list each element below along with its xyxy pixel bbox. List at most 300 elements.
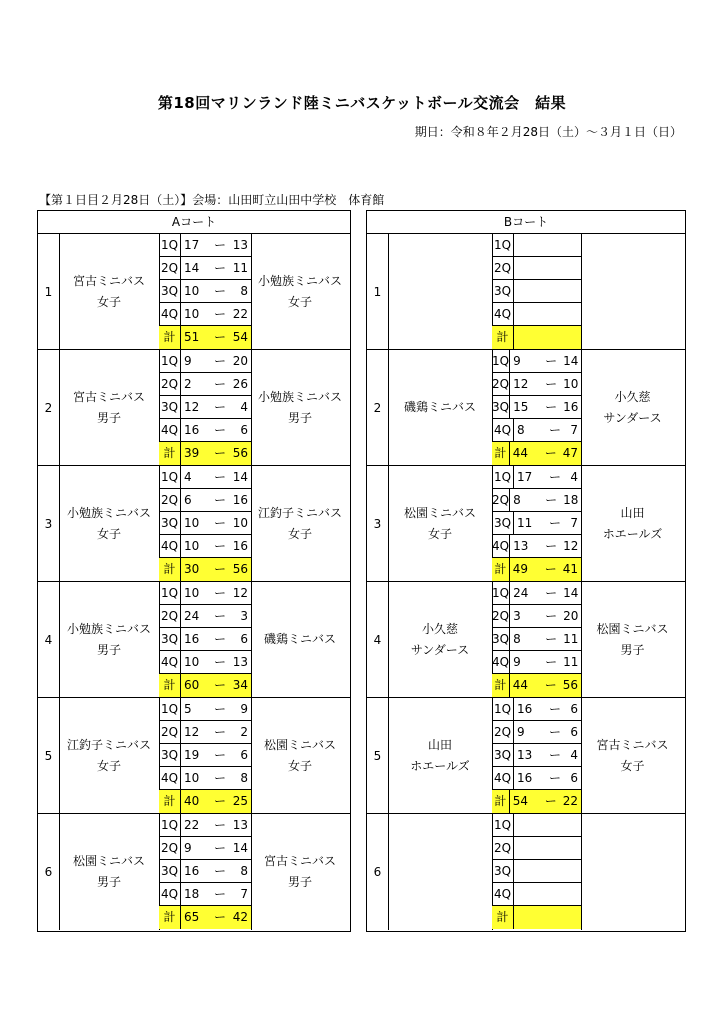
score-cell	[510, 605, 581, 627]
score-dash: ー	[544, 446, 557, 460]
score-cell	[181, 721, 251, 743]
quarter-row	[159, 535, 251, 558]
away-score: 13	[232, 238, 248, 252]
score-dash: ー	[213, 446, 226, 460]
score-dash: ー	[213, 678, 226, 692]
away-score: 14	[563, 586, 579, 600]
quarter-row	[159, 860, 251, 883]
away-score: 11	[563, 632, 579, 646]
quarter-row	[492, 605, 581, 628]
score-cell	[510, 628, 581, 650]
quarter-label: 4Q	[159, 651, 181, 673]
away-score: 18	[563, 493, 579, 507]
home-team-line: 宮古ミニバス	[72, 389, 145, 404]
score-dash: ー	[548, 516, 561, 530]
quarter-label: 2Q	[492, 489, 510, 511]
score-cell	[510, 558, 581, 581]
score-dash: ー	[545, 493, 558, 507]
quarter-row	[492, 860, 581, 883]
score-cell	[510, 373, 581, 395]
score-dash: ー	[544, 678, 557, 692]
quarter-label: 4Q	[492, 303, 514, 325]
away-team-line: 女子	[287, 526, 312, 541]
quarter-row	[492, 651, 581, 674]
quarter-row	[159, 396, 251, 419]
home-team	[59, 466, 160, 581]
score-cell	[510, 535, 581, 557]
score-cell	[181, 744, 251, 766]
total-row	[492, 906, 581, 929]
away-score: 13	[232, 655, 248, 669]
home-score: 10	[184, 284, 200, 298]
home-score: 51	[184, 330, 200, 344]
quarter-label: 1Q	[159, 698, 181, 720]
score-table	[159, 698, 252, 813]
away-team	[581, 582, 684, 697]
game-number: 2	[367, 350, 389, 465]
game-number: 1	[367, 234, 389, 349]
score-cell	[510, 674, 581, 697]
away-score: 6	[240, 423, 248, 437]
away-score: 16	[232, 539, 248, 553]
quarter-label: 1Q	[492, 466, 514, 488]
away-score: 42	[232, 910, 248, 924]
quarter-label: 1Q	[159, 814, 181, 836]
score-table	[159, 234, 252, 349]
quarter-row	[492, 767, 581, 790]
quarter-label: 計	[492, 906, 514, 929]
away-score: 4	[570, 470, 578, 484]
home-score: 24	[184, 609, 200, 623]
score-table	[492, 582, 582, 697]
score-cell	[181, 535, 251, 557]
quarter-label: 2Q	[492, 837, 514, 859]
away-score: 26	[232, 377, 248, 391]
home-score: 15	[513, 400, 529, 414]
score-dash: ー	[548, 748, 561, 762]
quarter-label: 2Q	[492, 257, 514, 279]
home-team-line: 男子	[96, 642, 121, 657]
quarter-label: 3Q	[492, 860, 514, 882]
home-team-line: 小久慈	[421, 621, 458, 636]
score-dash: ー	[545, 354, 558, 368]
away-score: 7	[570, 423, 578, 437]
home-score: 12	[184, 725, 200, 739]
quarter-row	[159, 373, 251, 396]
away-score: 7	[240, 887, 248, 901]
total-row	[159, 326, 251, 349]
home-score: 8	[517, 423, 525, 437]
quarter-label: 2Q	[159, 489, 181, 511]
quarter-label: 3Q	[492, 396, 510, 418]
away-score: 12	[563, 539, 579, 553]
home-team	[59, 234, 160, 349]
home-team-line: 男子	[96, 410, 121, 425]
home-team	[388, 582, 493, 697]
total-row	[492, 442, 581, 465]
home-score: 19	[184, 748, 200, 762]
away-team	[581, 234, 684, 349]
quarter-label: 2Q	[159, 837, 181, 859]
score-dash: ー	[213, 725, 226, 739]
score-cell	[510, 489, 581, 511]
score-dash: ー	[213, 609, 226, 623]
quarter-label: 4Q	[159, 535, 181, 557]
home-score: 14	[184, 261, 200, 275]
score-dash: ー	[213, 748, 226, 762]
quarter-row	[492, 234, 581, 257]
total-row	[159, 442, 251, 465]
home-score: 18	[184, 887, 200, 901]
away-team-line: 男子	[287, 875, 312, 889]
score-dash: ー	[213, 562, 226, 576]
quarter-row	[492, 698, 581, 721]
away-score: 14	[232, 841, 248, 855]
total-row	[159, 906, 251, 929]
score-dash: ー	[545, 539, 558, 553]
score-dash: ー	[213, 794, 226, 808]
away-team-line: 男子	[287, 410, 312, 425]
home-score: 9	[513, 655, 521, 669]
score-dash: ー	[213, 354, 226, 368]
quarter-label: 計	[159, 790, 181, 813]
quarter-row	[492, 628, 581, 651]
away-score: 9	[240, 702, 248, 716]
score-cell	[181, 651, 251, 673]
home-team	[59, 698, 160, 813]
away-team-line: 女子	[287, 758, 312, 773]
away-score: 20	[563, 609, 579, 623]
away-team-line: 松園ミニバス	[596, 621, 669, 636]
score-dash: ー	[213, 818, 226, 832]
home-team-line: 女子	[427, 526, 452, 541]
away-team	[581, 350, 684, 465]
home-score: 16	[184, 632, 200, 646]
quarter-row	[159, 721, 251, 744]
quarter-label: 1Q	[492, 698, 514, 720]
quarter-row	[492, 582, 581, 605]
quarter-label: 2Q	[492, 721, 514, 743]
away-score: 34	[232, 678, 248, 692]
home-score: 16	[184, 864, 200, 878]
quarter-label: 4Q	[159, 419, 181, 441]
quarter-row	[159, 303, 251, 326]
score-cell	[181, 257, 251, 279]
home-score: 10	[184, 307, 200, 321]
game-number: 6	[38, 814, 60, 930]
score-cell	[181, 883, 251, 905]
score-cell	[510, 442, 581, 465]
score-dash: ー	[213, 702, 226, 716]
quarter-row	[159, 767, 251, 790]
home-score: 11	[517, 516, 533, 530]
court-b-header: Bコート	[367, 211, 685, 234]
home-score: 10	[184, 655, 200, 669]
score-dash: ー	[213, 655, 226, 669]
score-cell	[181, 558, 251, 581]
quarter-row	[492, 303, 581, 326]
game-number: 2	[38, 350, 60, 465]
home-score: 9	[513, 354, 521, 368]
quarter-label: 4Q	[492, 535, 510, 557]
score-dash: ー	[548, 702, 561, 716]
home-score: 17	[517, 470, 533, 484]
quarter-row	[492, 257, 581, 280]
quarter-row	[159, 466, 251, 489]
score-cell	[514, 326, 581, 349]
score-dash: ー	[213, 539, 226, 553]
away-score: 6	[570, 702, 578, 716]
score-dash: ー	[213, 307, 226, 321]
away-score: 56	[562, 678, 578, 692]
home-score: 44	[512, 678, 528, 692]
score-table	[492, 234, 582, 349]
away-team	[581, 814, 684, 930]
quarter-row	[492, 466, 581, 489]
score-table	[159, 582, 252, 697]
away-score: 6	[240, 748, 248, 762]
score-dash: ー	[545, 632, 558, 646]
quarter-label: 1Q	[492, 350, 510, 372]
quarter-row	[492, 512, 581, 535]
away-team-line: 小勉族ミニバス	[257, 273, 342, 288]
score-dash: ー	[545, 655, 558, 669]
score-dash: ー	[213, 261, 226, 275]
score-cell	[514, 698, 581, 720]
away-team	[251, 466, 349, 581]
quarter-label: 2Q	[492, 373, 510, 395]
score-cell	[181, 767, 251, 789]
quarter-label: 2Q	[159, 605, 181, 627]
score-cell	[181, 350, 251, 372]
score-cell	[181, 234, 251, 256]
quarter-label: 1Q	[159, 234, 181, 256]
game-block	[367, 234, 685, 350]
home-score: 2	[184, 377, 192, 391]
game-block	[367, 814, 685, 930]
home-score: 10	[184, 539, 200, 553]
quarter-row	[159, 350, 251, 373]
home-score: 24	[513, 586, 529, 600]
total-row	[492, 326, 581, 349]
away-team	[251, 698, 349, 813]
score-cell	[181, 906, 251, 929]
quarter-row	[159, 512, 251, 535]
quarter-row	[159, 234, 251, 257]
away-team-line: 江釣子ミニバス	[257, 505, 342, 520]
score-cell	[181, 442, 251, 465]
score-cell	[510, 651, 581, 673]
quarter-label: 計	[492, 442, 510, 465]
total-row	[159, 674, 251, 697]
quarter-row	[159, 419, 251, 442]
home-score: 16	[184, 423, 200, 437]
score-cell	[514, 466, 581, 488]
game-block	[38, 698, 350, 814]
score-cell	[181, 860, 251, 882]
home-team-line: 江釣子ミニバス	[66, 737, 151, 752]
event-date: 期日：令和８年２月28日（土）～３月１日（日）	[414, 125, 682, 139]
score-dash: ー	[545, 586, 558, 600]
quarter-label: 2Q	[159, 373, 181, 395]
quarter-row	[159, 628, 251, 651]
quarter-label: 1Q	[159, 350, 181, 372]
away-team	[581, 698, 684, 813]
score-dash: ー	[548, 725, 561, 739]
quarter-label: 4Q	[159, 767, 181, 789]
away-team	[251, 582, 349, 697]
away-score: 8	[240, 284, 248, 298]
quarter-row	[492, 350, 581, 373]
quarter-row	[492, 535, 581, 558]
score-cell	[514, 767, 581, 789]
score-cell	[514, 721, 581, 743]
away-score: 16	[232, 493, 248, 507]
home-team-line: 磯鶏ミニバス	[403, 400, 476, 414]
total-row	[492, 558, 581, 581]
score-cell	[181, 419, 251, 441]
game-number: 5	[367, 698, 389, 813]
away-team-line: 男子	[620, 642, 645, 657]
home-score: 9	[184, 354, 192, 368]
home-score: 65	[184, 910, 200, 924]
score-cell	[510, 790, 581, 813]
quarter-label: 計	[492, 790, 510, 813]
away-score: 54	[232, 330, 248, 344]
home-team-line: 松園ミニバス	[403, 505, 476, 520]
home-score: 9	[517, 725, 525, 739]
quarter-row	[159, 605, 251, 628]
away-team-line: 宮古ミニバス	[596, 737, 669, 752]
quarter-label: 4Q	[492, 767, 514, 789]
score-cell	[181, 303, 251, 325]
home-team	[388, 814, 493, 930]
score-dash: ー	[213, 516, 226, 530]
total-row	[492, 674, 581, 697]
score-cell	[514, 280, 581, 302]
away-score: 6	[240, 632, 248, 646]
score-cell	[181, 512, 251, 534]
score-cell	[181, 373, 251, 395]
score-dash: ー	[213, 493, 226, 507]
score-cell	[181, 466, 251, 488]
away-score: 10	[232, 516, 248, 530]
game-block	[38, 234, 350, 350]
score-table	[492, 814, 582, 930]
quarter-row	[492, 489, 581, 512]
home-score: 22	[184, 818, 200, 832]
score-cell	[510, 582, 581, 604]
score-cell	[181, 790, 251, 813]
quarter-label: 3Q	[492, 628, 510, 650]
score-cell	[510, 396, 581, 418]
away-score: 41	[562, 562, 578, 576]
score-cell	[514, 257, 581, 279]
game-number: 3	[367, 466, 389, 581]
game-number: 6	[367, 814, 389, 930]
home-score: 8	[513, 632, 521, 646]
away-score: 3	[240, 609, 248, 623]
away-score: 6	[570, 771, 578, 785]
away-team-line: ホエールズ	[602, 526, 663, 541]
total-row	[159, 790, 251, 813]
quarter-label: 1Q	[492, 582, 510, 604]
home-score: 40	[184, 794, 200, 808]
score-dash: ー	[213, 238, 226, 252]
quarter-label: 2Q	[492, 605, 510, 627]
away-team	[581, 466, 684, 581]
score-cell	[181, 814, 251, 836]
quarter-row	[159, 582, 251, 605]
score-dash: ー	[548, 423, 561, 437]
game-block	[38, 814, 350, 930]
score-cell	[514, 860, 581, 882]
quarter-label: 計	[159, 906, 181, 929]
away-score: 4	[240, 400, 248, 414]
court-a-table	[37, 210, 351, 932]
quarter-label: 計	[159, 442, 181, 465]
quarter-label: 4Q	[159, 303, 181, 325]
quarter-row	[492, 814, 581, 837]
quarter-row	[492, 721, 581, 744]
game-number: 5	[38, 698, 60, 813]
away-score: 16	[563, 400, 579, 414]
page-title: 第18回マリンランド陸ミニバスケットボール交流会 結果	[157, 94, 567, 112]
home-score: 13	[517, 748, 533, 762]
score-table	[159, 814, 252, 930]
away-team-line: 小久慈	[614, 389, 651, 404]
away-score: 14	[232, 470, 248, 484]
away-team-line: 磯鶏ミニバス	[263, 632, 336, 646]
score-dash: ー	[213, 864, 226, 878]
home-score: 13	[513, 539, 529, 553]
quarter-row	[159, 651, 251, 674]
game-number: 1	[38, 234, 60, 349]
game-block	[367, 350, 685, 466]
away-team-line: 女子	[620, 758, 645, 773]
home-score: 49	[512, 562, 528, 576]
score-dash: ー	[548, 470, 561, 484]
home-score: 16	[517, 771, 533, 785]
score-cell	[181, 628, 251, 650]
away-score: 11	[563, 655, 579, 669]
home-team-line: ホエールズ	[410, 758, 470, 773]
total-row	[492, 790, 581, 813]
quarter-label: 4Q	[492, 651, 510, 673]
game-block	[367, 466, 685, 582]
home-team	[388, 466, 493, 581]
quarter-row	[159, 837, 251, 860]
score-table	[492, 466, 582, 581]
game-block	[367, 698, 685, 814]
score-dash: ー	[213, 400, 226, 414]
score-table	[159, 466, 252, 581]
score-dash: ー	[545, 377, 558, 391]
home-score: 3	[513, 609, 521, 623]
score-dash: ー	[544, 794, 557, 808]
score-dash: ー	[213, 330, 226, 344]
score-cell	[181, 326, 251, 349]
quarter-label: 計	[492, 326, 514, 349]
away-team	[251, 814, 349, 930]
home-score: 39	[184, 446, 200, 460]
home-team-line: 小勉族ミニバス	[66, 621, 151, 636]
score-dash: ー	[544, 562, 557, 576]
score-cell	[514, 234, 581, 256]
game-number: 4	[367, 582, 389, 697]
quarter-row	[159, 698, 251, 721]
home-team	[59, 814, 160, 930]
